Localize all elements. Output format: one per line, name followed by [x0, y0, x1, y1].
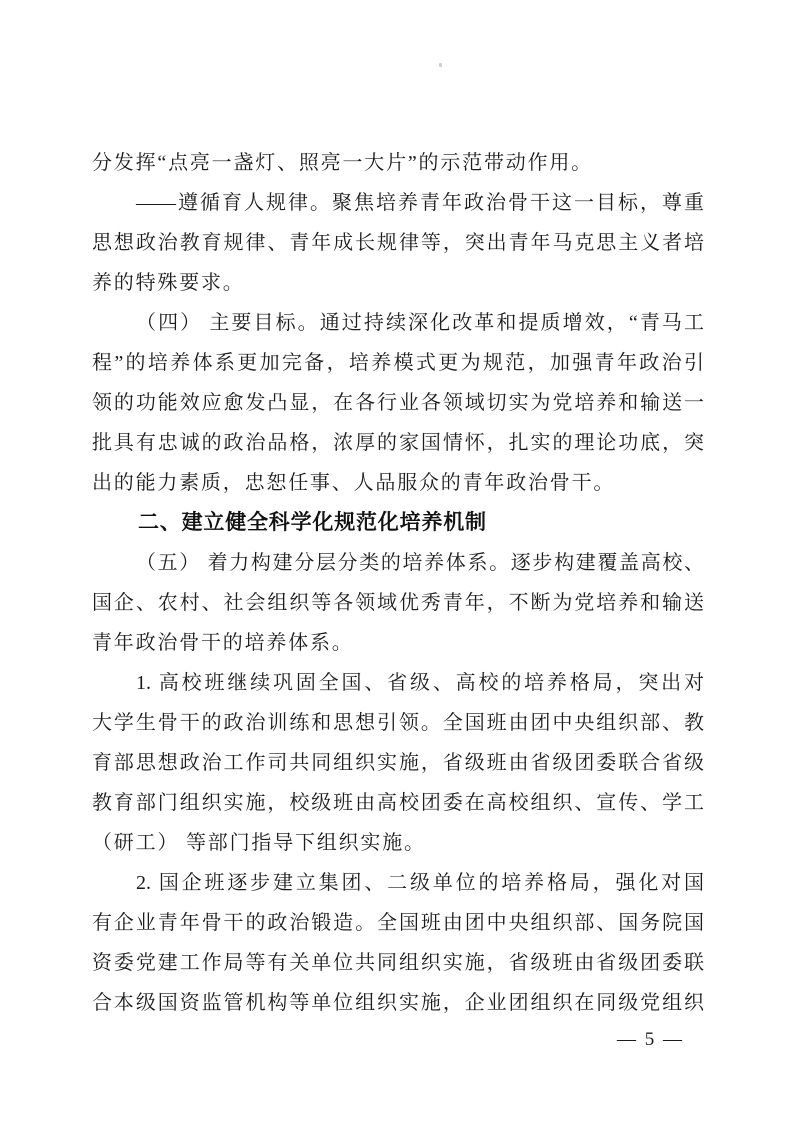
body-line: 1. 高校班继续巩固全国、省级、高校的培养格局，突出对	[136, 672, 704, 694]
body-line: （四） 主要目标。通过持续深化改革和提质增效，“青马工	[136, 312, 704, 334]
body-line: 青年政治骨干的培养体系。	[92, 632, 354, 654]
document-body	[92, 143, 704, 1023]
body-line: 批具有忠诚的政治品格，浓厚的家国情怀，扎实的理论功底，突	[92, 432, 704, 454]
body-line: 国企、农村、社会组织等各领域优秀青年，不断为党培养和输送	[92, 592, 704, 614]
body-line: ——遵循育人规律。聚焦培养青年政治骨干这一目标，尊重	[136, 192, 704, 214]
body-line: 出的能力素质，忠恕任事、人品服众的青年政治骨干。	[92, 472, 616, 494]
body-line: 分发挥“点亮一盏灯、照亮一大片”的示范带动作用。	[92, 152, 593, 174]
body-line: 思想政治教育规律、青年成长规律等，突出青年马克思主义者培	[92, 232, 704, 254]
body-line: 教育部门组织实施，校级班由高校团委在高校组织、宣传、学工	[92, 792, 704, 814]
body-line: （五） 着力构建分层分类的培养体系。逐步构建覆盖高校、	[136, 552, 704, 574]
body-line: 程”的培养体系更加完备，培养模式更为规范，加强青年政治引	[92, 352, 704, 374]
body-line: 养的特殊要求。	[92, 272, 245, 294]
scan-artifact-speck	[439, 63, 442, 67]
body-line: 大学生骨干的政治训练和思想引领。全国班由团中央组织部、教	[92, 712, 704, 734]
body-line: 合本级国资监管机构等单位组织实施，企业团组织在同级党组织	[92, 992, 704, 1014]
section-heading: 二、建立健全科学化规范化培养机制	[138, 511, 487, 534]
body-line: （研工） 等部门指导下组织实施。	[92, 832, 426, 854]
body-line: 领的功能效应愈发凸显，在各行业各领域切实为党培养和输送一	[92, 392, 704, 414]
body-line: 有企业青年骨干的政治锻造。全国班由团中央组织部、国务院国	[92, 912, 704, 934]
body-line: 资委党建工作局等有关单位共同组织实施，省级班由省级团委联	[92, 952, 704, 974]
page-number: — 5 —	[617, 1029, 684, 1050]
body-line: 2. 国企班逐步建立集团、二级单位的培养格局，强化对国	[136, 872, 704, 894]
body-line: 育部思想政治工作司共同组织实施，省级班由省级团委联合省级	[92, 752, 704, 774]
